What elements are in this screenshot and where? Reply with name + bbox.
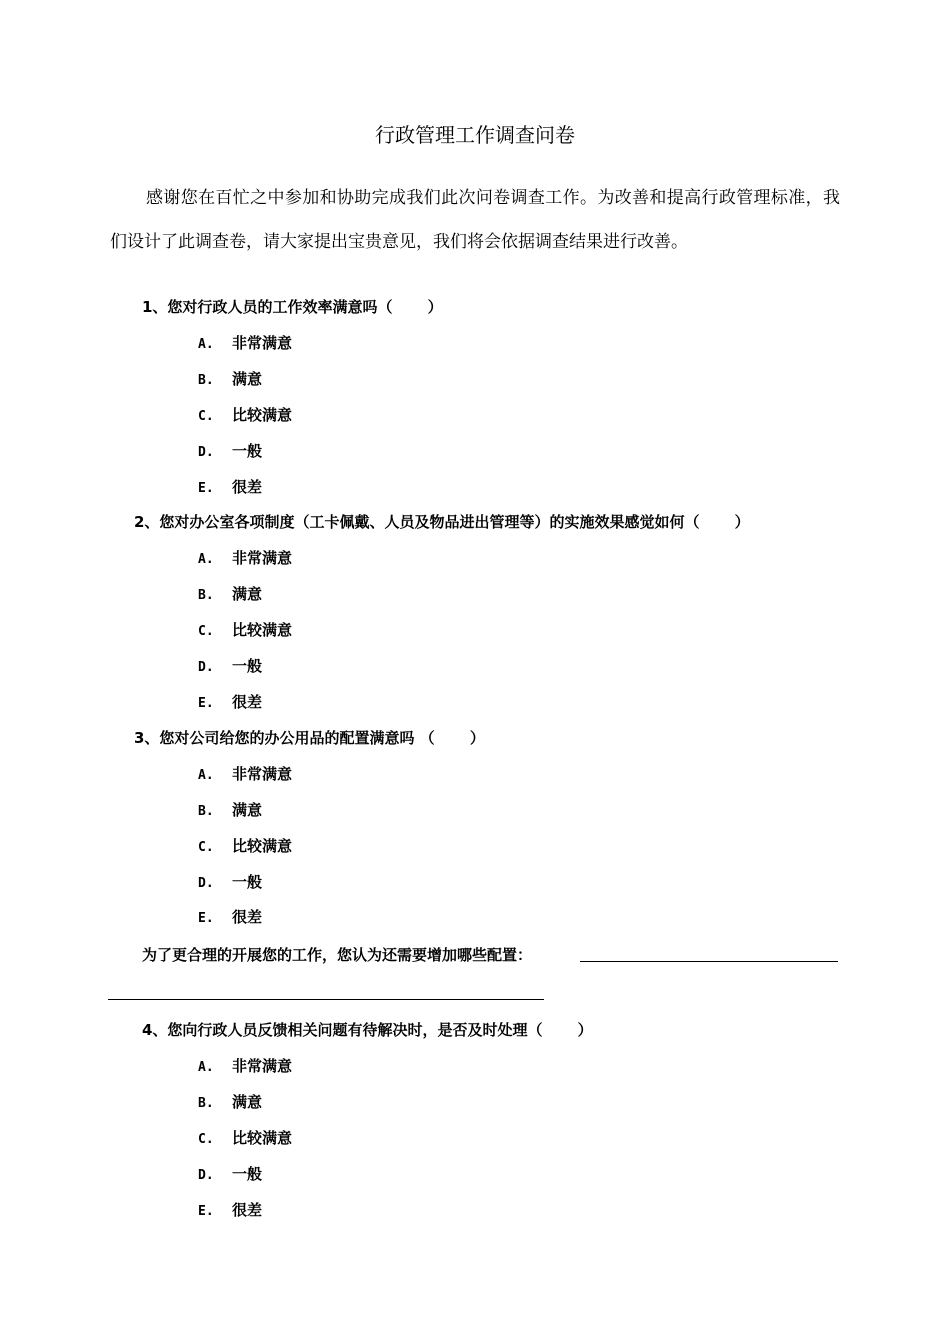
question-3: 3、您对公司给您的办公用品的配置满意吗 （ ） (134, 729, 485, 747)
option-label: 很差 (232, 1201, 263, 1219)
option-letter: B. (198, 804, 214, 819)
option-label: 很差 (232, 478, 263, 496)
page-title: 行政管理工作调查问卷 (375, 123, 575, 147)
option-letter: D. (198, 445, 214, 460)
option-4d[interactable] (198, 1164, 262, 1186)
option-letter: A. (198, 1060, 214, 1075)
option-1b[interactable] (198, 369, 262, 391)
option-label: 非常满意 (232, 549, 293, 567)
option-label: 很差 (232, 908, 263, 926)
option-letter: E. (198, 696, 214, 711)
option-label: 一般 (232, 1165, 263, 1183)
option-2b[interactable] (198, 584, 262, 606)
option-label: 满意 (232, 801, 263, 819)
option-4a[interactable] (198, 1056, 292, 1078)
option-letter: D. (198, 876, 214, 891)
option-letter: E. (198, 1204, 214, 1219)
option-label: 非常满意 (232, 765, 293, 783)
option-label: 一般 (232, 442, 263, 460)
option-letter: A. (198, 768, 214, 783)
option-letter: D. (198, 1168, 214, 1183)
answer-line-2[interactable] (108, 999, 544, 1000)
option-1a[interactable] (198, 333, 292, 355)
option-label: 比较满意 (232, 406, 293, 424)
option-3e[interactable] (198, 907, 262, 929)
option-3c[interactable] (198, 836, 292, 858)
option-2d[interactable] (198, 656, 262, 678)
option-3b[interactable] (198, 800, 262, 822)
option-label: 一般 (232, 873, 263, 891)
option-label: 比较满意 (232, 837, 293, 855)
option-letter: B. (198, 373, 214, 388)
option-letter: B. (198, 1096, 214, 1111)
option-label: 满意 (232, 1093, 263, 1111)
option-4c[interactable] (198, 1128, 292, 1150)
option-2a[interactable] (198, 548, 292, 570)
option-letter: B. (198, 588, 214, 603)
option-2c[interactable] (198, 620, 292, 642)
option-4e[interactable] (198, 1200, 262, 1222)
option-3d[interactable] (198, 872, 262, 894)
option-label: 一般 (232, 657, 263, 675)
open-question: 为了更合理的开展您的工作，您认为还需要增加哪些配置： (142, 946, 533, 964)
option-letter: D. (198, 660, 214, 675)
option-1c[interactable] (198, 405, 292, 427)
option-letter: A. (198, 337, 214, 352)
option-label: 满意 (232, 370, 263, 388)
question-4: 4、您向行政人员反馈相关问题有待解决时，是否及时处理（ ） (142, 1021, 593, 1039)
option-label: 非常满意 (232, 334, 293, 352)
answer-line-1[interactable] (580, 961, 838, 962)
question-1: 1、您对行政人员的工作效率满意吗（ ） (142, 298, 443, 316)
option-label: 很差 (232, 693, 263, 711)
option-letter: C. (198, 624, 214, 639)
option-letter: C. (198, 840, 214, 855)
option-label: 满意 (232, 585, 263, 603)
option-letter: C. (198, 409, 214, 424)
option-3a[interactable] (198, 764, 292, 786)
option-label: 非常满意 (232, 1057, 293, 1075)
option-label: 比较满意 (232, 621, 293, 639)
option-letter: C. (198, 1132, 214, 1147)
option-4b[interactable] (198, 1092, 262, 1114)
option-2e[interactable] (198, 692, 262, 714)
option-label: 比较满意 (232, 1129, 293, 1147)
option-1d[interactable] (198, 441, 262, 463)
option-letter: E. (198, 911, 214, 926)
option-letter: A. (198, 552, 214, 567)
question-2: 2、您对办公室各项制度（工卡佩戴、人员及物品进出管理等）的实施效果感觉如何（ ） (134, 513, 750, 531)
intro-paragraph: 感谢您在百忙之中参加和协助完成我们此次问卷调查工作。为改善和提高行政管理标准，我们设计了此调查卷，请大家提出宝贵意见，我们将会依据调查结果进行改善。 (110, 188, 840, 252)
option-letter: E. (198, 481, 214, 496)
option-1e[interactable] (198, 477, 262, 499)
